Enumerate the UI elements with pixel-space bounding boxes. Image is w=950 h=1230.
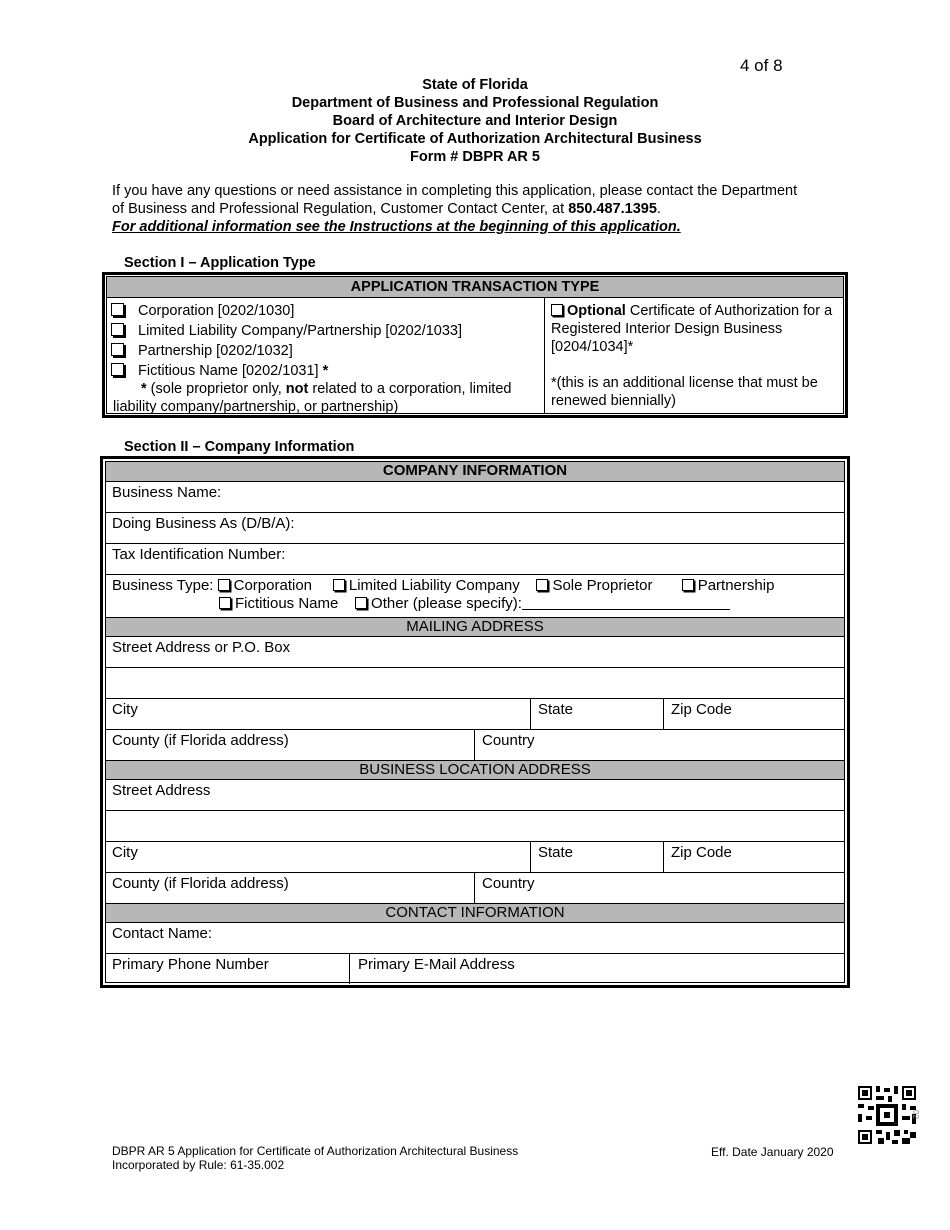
other-specify-input[interactable] [522,595,730,610]
note-asterisk: * [141,381,151,397]
phone-label: Primary Phone Number [112,956,269,973]
optional-certificate [545,298,843,413]
checkbox[interactable] [111,303,124,316]
business-location-header: BUSINESS LOCATION ADDRESS [106,761,844,780]
page-number: 4 of 8 [740,56,783,75]
business-type-line2 [219,595,730,612]
business-type-label: Business Type: [112,577,214,594]
option-partnership[interactable] [111,342,293,360]
checkbox[interactable] [219,597,231,609]
option-label: Fictitious Name [0202/1031] [138,363,323,379]
application-type-table [102,272,848,418]
contact-phone: 850.487.1395 [568,201,657,217]
header-form-number: Form # DBPR AR 5 [410,149,540,165]
option-optional-certificate[interactable] [551,302,837,356]
contact-name-label: Contact Name: [112,925,213,942]
mailing-city-row [106,699,844,730]
divider [663,699,664,729]
location-city-label: City [112,844,138,861]
mailing-county-row [106,730,844,761]
bt-corporation: Corporation [233,577,313,594]
location-country-label: Country [482,875,535,892]
footer-form-title: DBPR AR 5 Application for Certificate of Authorization Architectural Business [112,1144,519,1158]
location-zip-label: Zip Code [671,844,732,861]
business-name-label: Business Name: [112,484,222,501]
fictitious-note [141,380,511,398]
form-header [0,76,950,166]
footer-left [112,1144,518,1172]
location-state-label: State [538,844,574,861]
footer-rule: Incorporated by Rule: 61-35.002 [112,1158,285,1172]
fictitious-note-line2: liability company/partnership, or partnership) [113,399,399,415]
bt-fictitious-name: Fictitious Name [235,595,339,612]
note-text: (sole proprietor only, [150,381,286,397]
checkbox[interactable] [218,579,230,591]
option-label: Limited Liability Company/Partnership [0202/1033] [138,323,463,339]
bt-partnership: Partnership [697,577,775,594]
checkbox[interactable] [111,323,124,336]
optional-text: Certificate of Authorization for a Registered Interior Design Business [0204/1034]* [551,303,833,355]
divider [663,842,664,872]
location-county-row [106,873,844,904]
divider [349,954,350,984]
company-information-table [100,456,850,988]
checkbox[interactable] [536,579,548,591]
location-city-row [106,842,844,873]
bt-sole-proprietor: Sole Proprietor [552,577,653,594]
mailing-street-label: Street Address or P.O. Box [112,639,291,656]
dba-label: Doing Business As (D/B/A): [112,515,295,532]
divider [474,873,475,903]
header-application-title: Application for Certificate of Authorization Architectural Business [248,131,702,147]
optional-bold: Optional [567,303,626,319]
checkbox[interactable] [551,304,563,316]
mailing-street-field[interactable] [106,637,844,668]
tax-id-label: Tax Identification Number: [112,546,286,563]
intro-emphasis: For additional information see the Instructions at the beginning of this application. [112,219,681,235]
mailing-country-label: Country [482,732,535,749]
divider [474,730,475,760]
bt-other: Other (please specify): [371,595,522,612]
header-board: Board of Architecture and Interior Design [332,113,618,129]
mailing-county-label: County (if Florida address) [112,732,289,749]
intro-period: . [656,201,661,217]
dba-field[interactable] [106,513,844,544]
qr-code-label: 02 [911,1110,920,1119]
company-info-header: COMPANY INFORMATION [106,462,844,482]
mailing-zip-label: Zip Code [671,701,732,718]
asterisk: * [322,363,329,379]
email-label: Primary E-Mail Address [358,956,515,973]
checkbox[interactable] [111,343,124,356]
checkbox[interactable] [111,363,124,376]
option-label: Partnership [0202/1032] [138,343,293,359]
tax-id-field[interactable] [106,544,844,575]
option-fictitious-name[interactable] [111,362,328,380]
contact-name-field[interactable] [106,923,844,954]
qr-code-icon [858,1086,916,1144]
mailing-state-label: State [538,701,574,718]
checkbox[interactable] [682,579,694,591]
divider [530,699,531,729]
header-department: Department of Business and Professional Regulation [291,95,659,111]
business-name-field[interactable] [106,482,844,513]
intro-text: If you have any questions or need assistance in completing this application, please contact the Department of Business and Professional Regulation, Customer Contact Center, at [112,183,798,217]
option-corporation[interactable] [111,302,294,320]
checkbox[interactable] [355,597,367,609]
application-type-header: APPLICATION TRANSACTION TYPE [107,277,843,298]
note-text-2: related to a corporation, limited [308,381,512,397]
note-bold: not [285,381,309,397]
location-county-label: County (if Florida address) [112,875,289,892]
location-street-line2[interactable] [106,811,844,842]
footer-effective-date: Eff. Date January 2020 [711,1145,834,1159]
location-street-label: Street Address [112,782,211,799]
divider [530,842,531,872]
section2-title: Section II – Company Information [124,439,355,455]
section1-title: Section I – Application Type [124,255,316,271]
bt-llc: Limited Liability Company [348,577,520,594]
business-type-row [106,575,844,618]
contact-information-header: CONTACT INFORMATION [106,904,844,923]
mailing-city-label: City [112,701,138,718]
mailing-street-line2[interactable] [106,668,844,699]
checkbox[interactable] [333,579,345,591]
application-type-options [107,298,545,413]
mailing-address-header: MAILING ADDRESS [106,618,844,637]
contact-phone-email-row [106,954,844,984]
header-state: State of Florida [422,77,528,93]
business-type-line1 [112,577,774,594]
option-llc[interactable] [111,322,462,340]
location-street-field[interactable] [106,780,844,811]
optional-note: *(this is an additional license that must be renewed biennially) [551,375,818,409]
option-label: Corporation [0202/1030] [138,303,295,319]
intro-paragraph [112,182,812,236]
